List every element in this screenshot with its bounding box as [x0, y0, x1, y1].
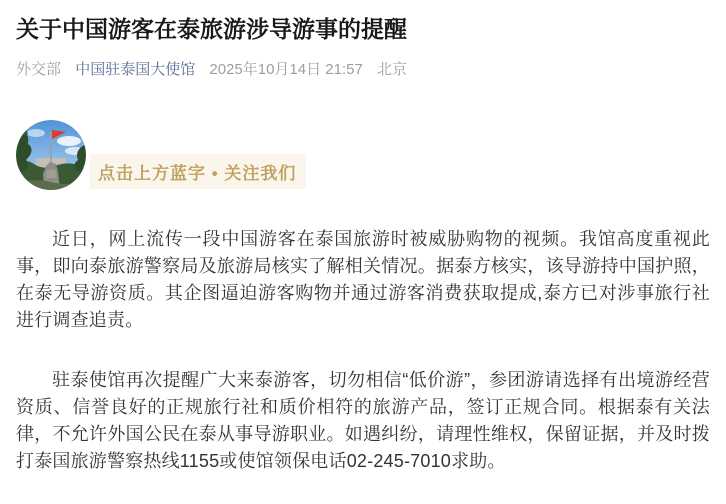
follow-banner — [16, 120, 710, 190]
cloud — [57, 136, 81, 146]
article-paragraph-2: 驻泰使馆再次提醒广大来泰游客，切勿相信“低价游”，参团游请选择有出境游经营资质、信誉良好的正规旅行社和质价相符的旅游产品，签订正规合同。根据泰有关法律，不允许外国公民在泰从事导游职业。如遇纠纷，请理性维权，保留证据，并及时拨打泰国旅游警察热线1155或使馆领保电话02-245-7010求助。 — [16, 370, 710, 472]
article-paragraph-1: 近日，网上流传一段中国游客在泰国旅游时被威胁购物的视频。我馆高度重视此事，即向泰旅游警察局及旅游局核实了解相关情况。据泰方核实，该导游持中国护照，在泰无导游资质。其企图逼迫游客购物并通过游客消费获取提成,泰方已对涉事旅行社进行调查追责。 — [16, 229, 710, 331]
article-title: 关于中国游客在泰旅游涉导游事的提醒 — [16, 16, 407, 42]
embassy-courtyard-photo — [16, 120, 86, 190]
account-avatar[interactable] — [16, 120, 86, 190]
publish-datetime: 2025年10月14日 21:57 — [209, 61, 363, 79]
cloud — [27, 129, 45, 137]
source-label: 外交部 — [16, 61, 62, 79]
flagpole — [50, 132, 52, 166]
follow-us-text[interactable]: 点击上方蓝字 • 关注我们 — [90, 154, 306, 189]
account-link[interactable]: 中国驻泰国大使馆 — [75, 61, 196, 79]
article-page — [0, 13, 726, 504]
article-meta — [16, 59, 710, 80]
publish-location: 北京 — [377, 61, 408, 79]
